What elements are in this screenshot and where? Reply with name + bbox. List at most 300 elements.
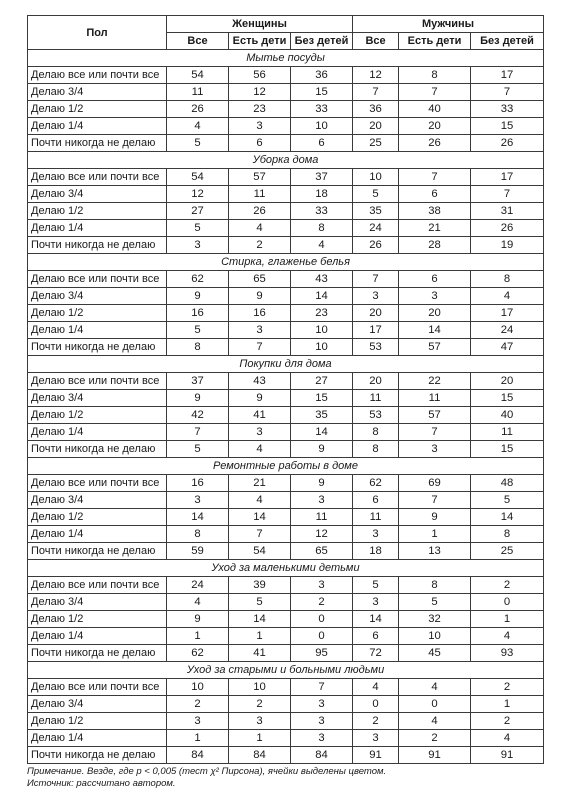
value-cell: 91 — [399, 747, 471, 764]
row-label: Делаю 3/4 — [28, 186, 167, 203]
value-cell: 37 — [167, 373, 229, 390]
value-cell: 84 — [167, 747, 229, 764]
table-row — [28, 390, 544, 407]
value-cell: 9 — [167, 390, 229, 407]
value-cell: 11 — [353, 509, 399, 526]
section-title: Мытье посуды — [28, 50, 544, 67]
value-cell: 10 — [167, 679, 229, 696]
value-cell: 5 — [353, 186, 399, 203]
value-cell: 4 — [471, 288, 544, 305]
row-label: Делаю все или почти все — [28, 475, 167, 492]
value-cell: 7 — [471, 84, 544, 101]
value-cell: 8 — [167, 339, 229, 356]
value-cell: 3 — [353, 526, 399, 543]
value-cell: 33 — [291, 101, 353, 118]
value-cell: 16 — [229, 305, 291, 322]
value-cell: 10 — [229, 679, 291, 696]
table-row — [28, 713, 544, 730]
value-cell: 3 — [229, 322, 291, 339]
value-cell: 84 — [291, 747, 353, 764]
value-cell: 93 — [471, 645, 544, 662]
table-row — [28, 526, 544, 543]
value-cell: 62 — [353, 475, 399, 492]
value-cell: 11 — [167, 84, 229, 101]
value-cell: 26 — [399, 135, 471, 152]
value-cell: 43 — [291, 271, 353, 288]
table-row — [28, 373, 544, 390]
header-women: Женщины — [167, 16, 353, 33]
row-label: Почти никогда не делаю — [28, 441, 167, 458]
table-row — [28, 594, 544, 611]
row-label: Делаю 1/4 — [28, 118, 167, 135]
value-cell: 4 — [399, 679, 471, 696]
value-cell: 4 — [229, 220, 291, 237]
value-cell: 2 — [399, 730, 471, 747]
value-cell: 24 — [471, 322, 544, 339]
section-row — [28, 458, 544, 475]
value-cell: 4 — [167, 118, 229, 135]
value-cell: 4 — [229, 441, 291, 458]
header-pol: Пол — [28, 16, 167, 50]
value-cell: 10 — [291, 118, 353, 135]
value-cell: 3 — [167, 713, 229, 730]
value-cell: 5 — [399, 594, 471, 611]
value-cell: 69 — [399, 475, 471, 492]
value-cell: 10 — [399, 628, 471, 645]
value-cell: 54 — [167, 67, 229, 84]
value-cell: 3 — [167, 237, 229, 254]
row-label: Почти никогда не делаю — [28, 237, 167, 254]
table-row — [28, 492, 544, 509]
row-label: Делаю все или почти все — [28, 679, 167, 696]
value-cell: 8 — [399, 67, 471, 84]
value-cell: 27 — [291, 373, 353, 390]
value-cell: 57 — [399, 407, 471, 424]
value-cell: 1 — [229, 628, 291, 645]
value-cell: 8 — [471, 526, 544, 543]
table-body — [28, 50, 544, 764]
value-cell: 20 — [353, 373, 399, 390]
value-cell: 5 — [471, 492, 544, 509]
table-row — [28, 475, 544, 492]
value-cell: 14 — [229, 611, 291, 628]
value-cell: 7 — [399, 169, 471, 186]
value-cell: 57 — [229, 169, 291, 186]
subheader-men-without-children: Без детей — [471, 33, 544, 50]
table-row — [28, 220, 544, 237]
value-cell: 37 — [291, 169, 353, 186]
value-cell: 15 — [291, 390, 353, 407]
table-row — [28, 424, 544, 441]
value-cell: 38 — [399, 203, 471, 220]
value-cell: 12 — [167, 186, 229, 203]
row-label: Делаю все или почти все — [28, 169, 167, 186]
value-cell: 2 — [229, 237, 291, 254]
value-cell: 1 — [471, 611, 544, 628]
value-cell: 43 — [229, 373, 291, 390]
value-cell: 36 — [291, 67, 353, 84]
value-cell: 5 — [167, 135, 229, 152]
value-cell: 14 — [229, 509, 291, 526]
value-cell: 26 — [229, 203, 291, 220]
value-cell: 9 — [291, 475, 353, 492]
value-cell: 2 — [471, 577, 544, 594]
value-cell: 17 — [353, 322, 399, 339]
section-title: Уход за старыми и больными людьми — [28, 662, 544, 679]
value-cell: 54 — [229, 543, 291, 560]
value-cell: 14 — [353, 611, 399, 628]
value-cell: 9 — [399, 509, 471, 526]
value-cell: 21 — [229, 475, 291, 492]
value-cell: 23 — [291, 305, 353, 322]
value-cell: 7 — [471, 186, 544, 203]
value-cell: 20 — [399, 118, 471, 135]
value-cell: 8 — [291, 220, 353, 237]
value-cell: 84 — [229, 747, 291, 764]
value-cell: 16 — [167, 475, 229, 492]
row-label: Делаю все или почти все — [28, 373, 167, 390]
value-cell: 4 — [167, 594, 229, 611]
value-cell: 15 — [471, 118, 544, 135]
value-cell: 4 — [471, 730, 544, 747]
value-cell: 7 — [167, 424, 229, 441]
value-cell: 39 — [229, 577, 291, 594]
value-cell: 22 — [399, 373, 471, 390]
value-cell: 3 — [291, 696, 353, 713]
value-cell: 7 — [399, 84, 471, 101]
table-row — [28, 203, 544, 220]
section-row — [28, 560, 544, 577]
value-cell: 7 — [399, 424, 471, 441]
value-cell: 45 — [399, 645, 471, 662]
value-cell: 15 — [291, 84, 353, 101]
section-row — [28, 254, 544, 271]
value-cell: 11 — [229, 186, 291, 203]
value-cell: 20 — [353, 305, 399, 322]
value-cell: 4 — [291, 237, 353, 254]
value-cell: 41 — [229, 645, 291, 662]
table-header — [28, 16, 544, 50]
value-cell: 32 — [399, 611, 471, 628]
value-cell: 26 — [353, 237, 399, 254]
housework-table — [27, 15, 544, 764]
table-row — [28, 84, 544, 101]
table-row — [28, 679, 544, 696]
table-row — [28, 577, 544, 594]
row-label: Делаю 1/2 — [28, 101, 167, 118]
value-cell: 7 — [229, 339, 291, 356]
value-cell: 14 — [167, 509, 229, 526]
value-cell: 13 — [399, 543, 471, 560]
value-cell: 27 — [167, 203, 229, 220]
value-cell: 6 — [229, 135, 291, 152]
row-label: Делаю 1/2 — [28, 611, 167, 628]
row-label: Делаю 3/4 — [28, 594, 167, 611]
note-prefix: Примечание. — [27, 766, 85, 777]
value-cell: 2 — [167, 696, 229, 713]
row-label: Делаю 1/4 — [28, 220, 167, 237]
value-cell: 14 — [399, 322, 471, 339]
table-row — [28, 67, 544, 84]
row-label: Делаю 3/4 — [28, 390, 167, 407]
value-cell: 33 — [291, 203, 353, 220]
table-row — [28, 339, 544, 356]
table-row — [28, 169, 544, 186]
value-cell: 8 — [167, 526, 229, 543]
table-row — [28, 305, 544, 322]
value-cell: 10 — [291, 322, 353, 339]
value-cell: 6 — [353, 492, 399, 509]
table-note — [27, 766, 386, 790]
value-cell: 3 — [291, 713, 353, 730]
value-cell: 17 — [471, 67, 544, 84]
value-cell: 35 — [291, 407, 353, 424]
row-label: Делаю все или почти все — [28, 67, 167, 84]
value-cell: 4 — [399, 713, 471, 730]
value-cell: 0 — [399, 696, 471, 713]
value-cell: 12 — [229, 84, 291, 101]
value-cell: 3 — [229, 118, 291, 135]
value-cell: 6 — [291, 135, 353, 152]
value-cell: 1 — [167, 730, 229, 747]
value-cell: 11 — [353, 390, 399, 407]
row-label: Делаю 1/4 — [28, 526, 167, 543]
value-cell: 40 — [399, 101, 471, 118]
value-cell: 20 — [353, 118, 399, 135]
value-cell: 3 — [399, 441, 471, 458]
value-cell: 1 — [471, 696, 544, 713]
value-cell: 41 — [229, 407, 291, 424]
table-row — [28, 730, 544, 747]
value-cell: 16 — [167, 305, 229, 322]
subheader-men-all: Все — [353, 33, 399, 50]
value-cell: 25 — [353, 135, 399, 152]
subheader-men-with-children: Есть дети — [399, 33, 471, 50]
table-row — [28, 747, 544, 764]
section-title: Уход за маленькими детьми — [28, 560, 544, 577]
value-cell: 9 — [229, 288, 291, 305]
value-cell: 20 — [399, 305, 471, 322]
row-label: Делаю 1/4 — [28, 424, 167, 441]
value-cell: 53 — [353, 339, 399, 356]
value-cell: 9 — [167, 611, 229, 628]
data-table-container — [27, 15, 543, 764]
header-men: Мужчины — [353, 16, 544, 33]
table-row — [28, 101, 544, 118]
row-label: Почти никогда не делаю — [28, 747, 167, 764]
value-cell: 4 — [353, 679, 399, 696]
value-cell: 91 — [353, 747, 399, 764]
section-title: Покупки для дома — [28, 356, 544, 373]
row-label: Делаю 3/4 — [28, 288, 167, 305]
value-cell: 14 — [291, 288, 353, 305]
table-row — [28, 118, 544, 135]
value-cell: 5 — [167, 441, 229, 458]
value-cell: 0 — [353, 696, 399, 713]
value-cell: 2 — [229, 696, 291, 713]
value-cell: 65 — [229, 271, 291, 288]
value-cell: 42 — [167, 407, 229, 424]
value-cell: 9 — [167, 288, 229, 305]
section-row — [28, 356, 544, 373]
table-row — [28, 441, 544, 458]
value-cell: 15 — [471, 390, 544, 407]
value-cell: 3 — [291, 730, 353, 747]
row-label: Делаю 1/4 — [28, 322, 167, 339]
value-cell: 19 — [471, 237, 544, 254]
value-cell: 10 — [291, 339, 353, 356]
value-cell: 1 — [167, 628, 229, 645]
note-line — [27, 766, 386, 778]
value-cell: 33 — [471, 101, 544, 118]
value-cell: 8 — [471, 271, 544, 288]
table-row — [28, 645, 544, 662]
table-row — [28, 509, 544, 526]
value-cell: 11 — [399, 390, 471, 407]
value-cell: 5 — [353, 577, 399, 594]
value-cell: 3 — [353, 594, 399, 611]
row-label: Делаю 1/2 — [28, 407, 167, 424]
value-cell: 21 — [399, 220, 471, 237]
value-cell: 0 — [291, 611, 353, 628]
value-cell: 26 — [471, 135, 544, 152]
value-cell: 24 — [353, 220, 399, 237]
value-cell: 12 — [353, 67, 399, 84]
value-cell: 3 — [167, 492, 229, 509]
table-row — [28, 696, 544, 713]
table-row — [28, 186, 544, 203]
row-label: Делаю 1/4 — [28, 730, 167, 747]
table-row — [28, 543, 544, 560]
row-label: Почти никогда не делаю — [28, 645, 167, 662]
table-row — [28, 407, 544, 424]
row-label: Делаю 1/2 — [28, 203, 167, 220]
value-cell: 11 — [291, 509, 353, 526]
note-text: Везде, где p < 0,005 (тест χ² Пирсона), ячейки выделены цветом. — [84, 766, 387, 777]
row-label: Почти никогда не делаю — [28, 543, 167, 560]
value-cell: 95 — [291, 645, 353, 662]
row-label: Делаю 1/4 — [28, 628, 167, 645]
row-label: Делаю все или почти все — [28, 577, 167, 594]
value-cell: 10 — [353, 169, 399, 186]
row-label: Почти никогда не делаю — [28, 135, 167, 152]
value-cell: 26 — [471, 220, 544, 237]
value-cell: 28 — [399, 237, 471, 254]
value-cell: 3 — [291, 577, 353, 594]
table-row — [28, 322, 544, 339]
value-cell: 7 — [291, 679, 353, 696]
value-cell: 8 — [353, 441, 399, 458]
section-row — [28, 152, 544, 169]
subheader-women-without-children: Без детей — [291, 33, 353, 50]
value-cell: 9 — [229, 390, 291, 407]
value-cell: 36 — [353, 101, 399, 118]
subheader-women-with-children: Есть дети — [229, 33, 291, 50]
value-cell: 3 — [353, 730, 399, 747]
value-cell: 8 — [353, 424, 399, 441]
value-cell: 5 — [229, 594, 291, 611]
value-cell: 3 — [353, 288, 399, 305]
value-cell: 91 — [471, 747, 544, 764]
subheader-women-all: Все — [167, 33, 229, 50]
section-title: Уборка дома — [28, 152, 544, 169]
value-cell: 4 — [471, 628, 544, 645]
value-cell: 18 — [353, 543, 399, 560]
value-cell: 7 — [353, 271, 399, 288]
row-label: Делаю 3/4 — [28, 492, 167, 509]
value-cell: 31 — [471, 203, 544, 220]
value-cell: 6 — [399, 186, 471, 203]
row-label: Делаю 3/4 — [28, 696, 167, 713]
table-row — [28, 135, 544, 152]
value-cell: 54 — [167, 169, 229, 186]
value-cell: 1 — [399, 526, 471, 543]
value-cell: 62 — [167, 271, 229, 288]
section-row — [28, 662, 544, 679]
value-cell: 3 — [399, 288, 471, 305]
row-label: Делаю 1/2 — [28, 305, 167, 322]
value-cell: 5 — [167, 322, 229, 339]
value-cell: 4 — [229, 492, 291, 509]
section-title: Ремонтные работы в доме — [28, 458, 544, 475]
value-cell: 53 — [353, 407, 399, 424]
value-cell: 1 — [229, 730, 291, 747]
value-cell: 12 — [291, 526, 353, 543]
value-cell: 11 — [471, 424, 544, 441]
value-cell: 17 — [471, 169, 544, 186]
value-cell: 2 — [471, 713, 544, 730]
value-cell: 57 — [399, 339, 471, 356]
value-cell: 59 — [167, 543, 229, 560]
value-cell: 26 — [167, 101, 229, 118]
value-cell: 72 — [353, 645, 399, 662]
value-cell: 9 — [291, 441, 353, 458]
value-cell: 2 — [291, 594, 353, 611]
value-cell: 2 — [471, 679, 544, 696]
value-cell: 56 — [229, 67, 291, 84]
table-row — [28, 628, 544, 645]
row-label: Делаю 1/2 — [28, 509, 167, 526]
value-cell: 7 — [353, 84, 399, 101]
value-cell: 14 — [291, 424, 353, 441]
value-cell: 6 — [399, 271, 471, 288]
note-source: Источник: рассчитано автором. — [27, 778, 176, 789]
value-cell: 6 — [353, 628, 399, 645]
value-cell: 3 — [229, 713, 291, 730]
value-cell: 35 — [353, 203, 399, 220]
value-cell: 14 — [471, 509, 544, 526]
value-cell: 25 — [471, 543, 544, 560]
value-cell: 15 — [471, 441, 544, 458]
row-label: Делаю 1/2 — [28, 713, 167, 730]
section-title: Стирка, глаженье белья — [28, 254, 544, 271]
value-cell: 18 — [291, 186, 353, 203]
value-cell: 8 — [399, 577, 471, 594]
value-cell: 7 — [229, 526, 291, 543]
value-cell: 3 — [229, 424, 291, 441]
value-cell: 20 — [471, 373, 544, 390]
value-cell: 48 — [471, 475, 544, 492]
value-cell: 23 — [229, 101, 291, 118]
table-row — [28, 237, 544, 254]
table-row — [28, 271, 544, 288]
value-cell: 0 — [471, 594, 544, 611]
value-cell: 62 — [167, 645, 229, 662]
value-cell: 5 — [167, 220, 229, 237]
value-cell: 40 — [471, 407, 544, 424]
value-cell: 7 — [399, 492, 471, 509]
row-label: Почти никогда не делаю — [28, 339, 167, 356]
